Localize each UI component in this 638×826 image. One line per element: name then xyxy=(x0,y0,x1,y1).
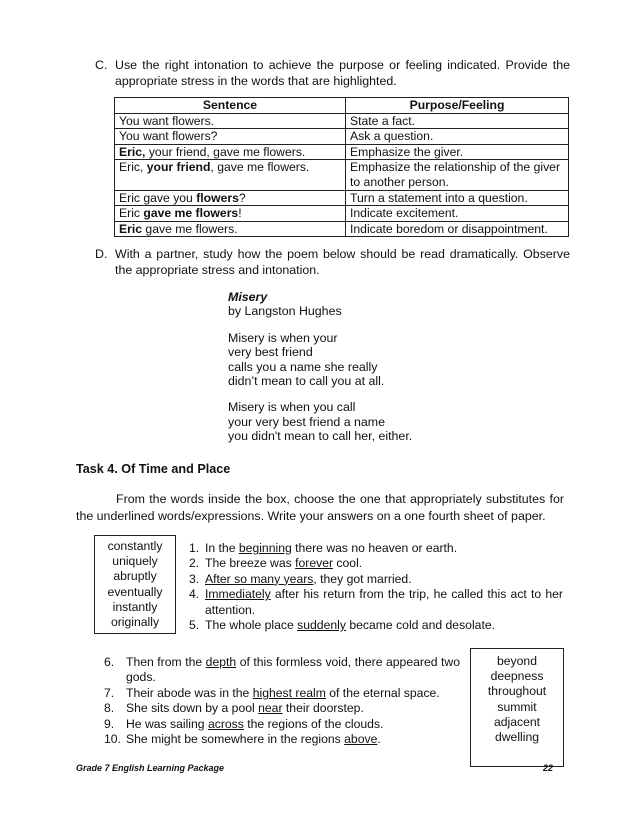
purpose-cell: Ask a question. xyxy=(346,129,569,145)
item-text-part: of this formless void, there appeared two gods. xyxy=(126,655,460,685)
item-text xyxy=(205,572,563,587)
item-text-part: their doorstep. xyxy=(282,701,364,716)
poem-line: you didn't mean to call her, either. xyxy=(228,429,413,444)
stressed-word: gave me flowers xyxy=(143,206,239,221)
item-text-part: She sits down by a pool xyxy=(126,701,259,716)
list-item xyxy=(104,701,460,716)
poem-author: by Langston Hughes xyxy=(228,304,342,319)
item-number: 8. xyxy=(104,701,115,716)
item-text-part: In the xyxy=(205,541,239,555)
item-number: 3. xyxy=(189,571,200,586)
box-word: summit xyxy=(497,699,537,714)
table-header-row xyxy=(115,98,569,114)
sentence-text: You want flowers. xyxy=(119,113,215,128)
box-word: beyond xyxy=(497,654,537,668)
sentence-cell xyxy=(115,190,346,206)
poem-line: Misery is when your xyxy=(228,330,338,345)
item-text-part: He was sailing xyxy=(126,716,208,731)
list-item xyxy=(104,686,460,701)
sentence-text: Eric, xyxy=(119,160,147,175)
item-text-part: cool. xyxy=(333,556,363,571)
item-text xyxy=(205,541,563,556)
poem-line: very best friend xyxy=(228,345,313,360)
item-text xyxy=(205,556,563,571)
purpose-cell: Emphasize the relationship of the giver to another person. xyxy=(346,160,569,190)
item-number: 5. xyxy=(189,618,200,633)
item-text xyxy=(126,732,460,747)
word-box-2 xyxy=(470,648,564,767)
item-text-part: The breeze was xyxy=(205,556,296,571)
section-c-instruction xyxy=(95,57,570,89)
header-purpose: Purpose/Feeling xyxy=(346,98,569,114)
list-item xyxy=(189,618,563,633)
item-text-part: She might be somewhere in the regions xyxy=(126,732,345,747)
page-number: 22 xyxy=(543,763,554,773)
word-box-1 xyxy=(94,535,176,634)
box-word: abruptly xyxy=(113,569,157,584)
table-row xyxy=(115,221,569,237)
underlined-expression: After so many years xyxy=(205,571,314,586)
item-text-part: Then from the xyxy=(126,655,206,669)
item-number: 7. xyxy=(104,685,115,700)
section-c-label: C. xyxy=(95,58,108,72)
underlined-expression: forever xyxy=(295,556,334,571)
header-sentence: Sentence xyxy=(115,98,346,114)
poem-title: Misery xyxy=(228,290,268,304)
box-word: constantly xyxy=(107,539,163,553)
section-d-text: With a partner, study how the poem below should be read dramatically. Observe the appropriate stress and intonation. xyxy=(115,247,570,277)
table-body xyxy=(115,113,569,237)
item-text-part: after his return from the trip, he called this act to her attention. xyxy=(205,587,563,617)
stressed-word: flowers xyxy=(196,190,239,205)
list-item xyxy=(189,587,563,618)
box-word: instantly xyxy=(112,599,158,614)
items-list-2 xyxy=(104,655,460,747)
box-word: deepness xyxy=(490,669,544,684)
box-word: eventually xyxy=(107,584,163,599)
table-row xyxy=(115,190,569,206)
section-d-label: D. xyxy=(95,247,108,261)
item-text xyxy=(205,618,563,633)
underlined-expression: across xyxy=(207,716,244,731)
item-number: 10. xyxy=(104,732,121,747)
list-item xyxy=(189,556,563,571)
underlined-expression: above xyxy=(344,732,378,747)
table-row xyxy=(115,113,569,129)
item-text-part: . xyxy=(377,732,381,747)
underlined-expression: near xyxy=(258,701,283,716)
item-text xyxy=(126,655,460,686)
purpose-cell: State a fact. xyxy=(346,113,569,129)
underlined-expression: beginning xyxy=(238,541,292,555)
item-text xyxy=(205,587,563,618)
underlined-expression: suddenly xyxy=(297,618,346,633)
stressed-word: Eric xyxy=(119,221,143,236)
item-text xyxy=(126,686,460,701)
poem-line: didn’t mean to call you at all. xyxy=(228,373,385,388)
list-item xyxy=(104,717,460,732)
box-word: throughout xyxy=(487,684,547,699)
item-text-part: became cold and desolate. xyxy=(345,618,495,633)
item-text-part: of the eternal space. xyxy=(325,685,440,700)
box-word: originally xyxy=(110,615,160,630)
sentence-cell xyxy=(115,206,346,222)
sentence-cell xyxy=(115,129,346,145)
purpose-cell: Turn a statement into a question. xyxy=(346,190,569,206)
task4-title: Task 4. Of Time and Place xyxy=(76,462,231,476)
box-word: uniquely xyxy=(112,554,158,569)
sentence-cell xyxy=(115,221,346,237)
items-list-1 xyxy=(189,541,563,633)
purpose-cell: Indicate excitement. xyxy=(346,206,569,222)
sentence-text: gave me flowers. xyxy=(142,221,238,236)
purpose-cell: Indicate boredom or disappointment. xyxy=(346,221,569,237)
list-item xyxy=(189,541,563,556)
item-text xyxy=(126,717,460,732)
list-item xyxy=(189,572,563,587)
box-word: adjacent xyxy=(493,714,541,729)
item-number: 4. xyxy=(189,587,200,602)
item-text xyxy=(126,701,460,716)
table-row xyxy=(115,129,569,145)
table-row xyxy=(115,160,569,190)
sentence-cell xyxy=(115,113,346,129)
table-row xyxy=(115,144,569,160)
sentence-text: , gave me flowers. xyxy=(210,160,310,175)
item-text-part: there was no heaven or earth. xyxy=(291,541,458,555)
item-number: 9. xyxy=(104,716,115,731)
section-d-instruction xyxy=(95,246,570,278)
sentence-cell xyxy=(115,144,346,160)
item-number: 6. xyxy=(104,655,115,669)
underlined-expression: Immediately xyxy=(205,587,271,602)
item-text-part: The whole place xyxy=(205,618,298,633)
stressed-word: Eric, xyxy=(119,144,146,159)
purpose-cell: Emphasize the giver. xyxy=(346,144,569,160)
item-text-part: , they got married. xyxy=(313,571,412,586)
table-row xyxy=(115,206,569,222)
box-word: dwelling xyxy=(494,730,540,745)
poem-line: Misery is when you call xyxy=(228,400,356,415)
item-number: 2. xyxy=(189,556,200,571)
list-item xyxy=(104,655,460,686)
poem-line: calls you a name she really xyxy=(228,359,378,374)
poem xyxy=(228,290,412,444)
sentence-text: your friend, gave me flowers. xyxy=(145,144,306,159)
sentence-text: You want flowers? xyxy=(119,129,218,144)
stressed-word: your friend xyxy=(146,160,211,175)
sentence-cell xyxy=(115,160,346,190)
item-number: 1. xyxy=(189,541,200,555)
item-text-part: Their abode was in the xyxy=(126,685,253,700)
poem-line: your very best friend a name xyxy=(228,414,386,429)
underlined-expression: depth xyxy=(205,655,237,669)
sentence-text: ? xyxy=(238,190,246,205)
section-c-text: Use the right intonation to achieve the purpose or feeling indicated. Provide the appropriate stress in the words that are highlighted. xyxy=(115,58,570,88)
footer-title: Grade 7 English Learning Package xyxy=(76,763,225,773)
list-item xyxy=(104,732,460,747)
sentence-text: Eric xyxy=(119,206,144,221)
intonation-table xyxy=(114,97,569,237)
underlined-expression: highest realm xyxy=(252,685,326,700)
item-text-part: the regions of the clouds. xyxy=(243,716,384,731)
sentence-text: Eric gave you xyxy=(119,190,197,205)
task4-instructions: From the words inside the box, choose the one that appropriately substitutes for the underlined words/expressions. Write your answers on a one fourth sheet of paper. xyxy=(76,492,564,523)
sentence-text: ! xyxy=(238,206,242,221)
